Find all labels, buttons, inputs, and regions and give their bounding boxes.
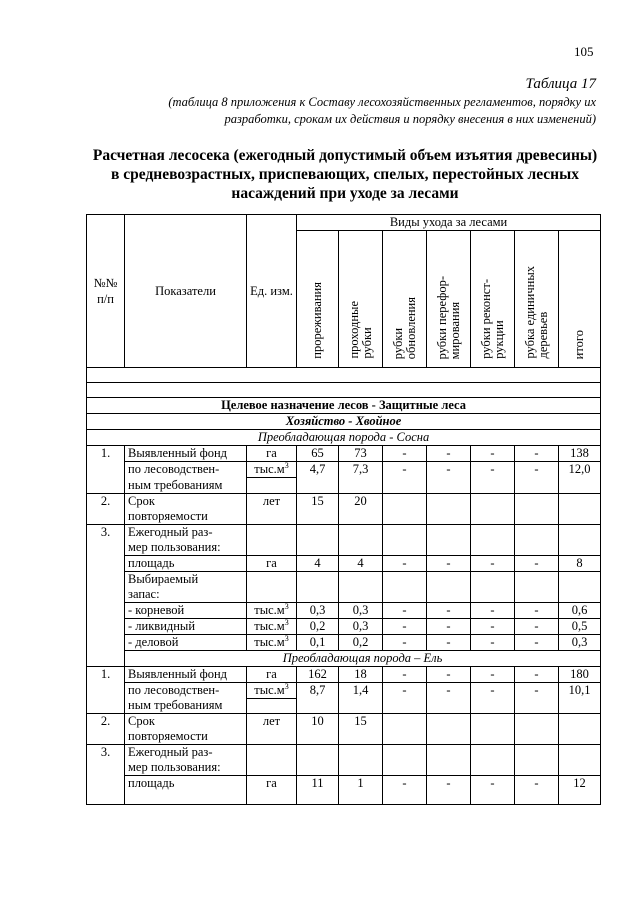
table-cell: Срок [125,714,247,730]
table-cell [427,714,471,745]
table-cell: 0,6 [559,602,601,618]
header-passage: проходные рубки [339,231,383,368]
header-renewal: рубки обновления [383,231,427,368]
table-cell: - [515,555,559,571]
section-row [87,398,601,414]
table-cell: 180 [559,666,601,682]
table-row [87,666,601,682]
table-cell: площадь [125,776,247,805]
table-cell: - [515,776,559,805]
table-cell: 11 [297,776,339,805]
table-cell: повторяемости [125,729,247,745]
table-cell: - [515,446,559,462]
table-cell: - [515,618,559,634]
table-cell [247,698,297,714]
table-cell: - [471,446,515,462]
table-cell [515,478,559,494]
table-cell [427,571,471,602]
table-cell: - [471,634,515,650]
table-row [87,745,601,761]
table-cell: - [515,634,559,650]
page-number: 105 [574,44,594,59]
table-label: Таблица 17 [525,76,596,92]
table-cell [339,478,383,494]
table-cell [559,571,601,602]
header-single-trees: рубка единичных деревьев [515,231,559,368]
header-total: итого [559,231,601,368]
table-cell: 3. [87,524,125,666]
table-cell: 18 [339,666,383,682]
table-cell [247,524,297,555]
document-title: Расчетная лесосека (ежегодный допустимый объем изъятия древесины) в средневозрастных, приспевающих, спелых, перестойных лесных насаждений при уходе за лесами [92,147,598,202]
table-cell: 2. [87,714,125,745]
table-cell [427,745,471,776]
table-cell [515,745,559,776]
table-cell [515,493,559,524]
table-cell: га [247,776,297,805]
table-cell [427,493,471,524]
table-row [87,462,601,478]
table-cell: - [471,682,515,698]
table-cell: - [427,682,471,698]
table-cell: 0,3 [297,602,339,618]
table-cell [471,478,515,494]
table-cell: - [383,666,427,682]
table-cell: 73 [339,446,383,462]
table-cell: 8 [559,555,601,571]
table-cell: Ежегодный раз- [125,745,247,761]
table-cell: 3. [87,745,125,805]
table-cell: 10,1 [559,682,601,698]
table-cell [559,524,601,555]
table-row [87,776,601,805]
table-cell [471,571,515,602]
table-cell: 0,3 [559,634,601,650]
table-cell: 1. [87,446,125,494]
table-cell: - ликвидный [125,618,247,634]
table-cell: - [427,634,471,650]
table-cell: 0,3 [339,602,383,618]
table-cell: 162 [297,666,339,682]
table-cell: мер пользования: [125,760,247,776]
header-thinning: прореживания [297,231,339,368]
table-cell [427,478,471,494]
table-row [87,446,601,462]
table-cell: - [515,666,559,682]
table-cell: ным требованиям [125,698,247,714]
table-cell: - [427,618,471,634]
table-cell [471,524,515,555]
table-cell: - [427,462,471,478]
header-row [87,215,601,231]
table-cell [559,714,601,745]
table-cell: - деловой [125,634,247,650]
table-cell: 15 [297,493,339,524]
table-cell: 4 [339,555,383,571]
table-cell: - [515,682,559,698]
table-cell: га [247,555,297,571]
table-cell [427,524,471,555]
table-cell [559,478,601,494]
table-cell [339,571,383,602]
table-cell: - [471,776,515,805]
table-cell: $тыс.м^3$ [247,618,297,634]
table-cell: $тыс.м^3$ [247,682,297,698]
table-cell: 0,5 [559,618,601,634]
table-cell: Выбираемый [125,571,247,587]
table-cell: - [383,555,427,571]
table-row [87,698,601,714]
table-cell [559,493,601,524]
table-cell: ным требованиям [125,478,247,494]
table-cell [383,714,427,745]
table-cell [383,698,427,714]
header-reformation: рубки перефор- мирования [427,231,471,368]
table-cell: Преобладающая порода - Сосна [87,430,601,446]
table-cell [515,714,559,745]
header-reconstruction: рубки реконст- рукции [471,231,515,368]
table-cell: Хозяйство - Хвойное [87,414,601,430]
table-cell: 1,4 [339,682,383,698]
table-cell [247,478,297,494]
table-cell: 15 [339,714,383,745]
table-cell [339,524,383,555]
table-cell: Ежегодный раз- [125,524,247,540]
table-cell: 1 [339,776,383,805]
table-note: (таблица 8 приложения к Составу лесохозяйственных регламентов, порядку их разработки, срокам их действия и порядку внесения в них изменений) [168,95,596,126]
table-cell [383,524,427,555]
table-cell [297,524,339,555]
empty-row [87,368,601,383]
table-cell: мер пользования: [125,540,247,556]
table-cell: Срок [125,493,247,509]
table-cell: площадь [125,555,247,571]
table-cell: 0,3 [339,618,383,634]
table-cell: 10 [297,714,339,745]
table-cell [515,571,559,602]
table-cell: - [471,666,515,682]
table-cell [383,478,427,494]
table-row [87,634,601,650]
table-row [87,493,601,509]
table-cell: 12 [559,776,601,805]
table-cell [559,745,601,776]
table-cell [471,714,515,745]
table-cell [383,493,427,524]
table-row [87,571,601,587]
table-cell: - [427,602,471,618]
table-cell: - [383,602,427,618]
table-cell [383,571,427,602]
empty-row [87,383,601,398]
table-cell: $тыс.м^3$ [247,634,297,650]
table-cell: $тыс.м^3$ [247,462,297,478]
table-cell [339,698,383,714]
table-cell: га [247,666,297,682]
table-row [87,714,601,730]
table-cell [297,571,339,602]
header-unit: Ед. изм. [247,215,297,368]
table-cell [297,698,339,714]
table-cell: 0,1 [297,634,339,650]
table-cell: $тыс.м^3$ [247,602,297,618]
table-cell [515,524,559,555]
table-cell [471,698,515,714]
table-cell: - [471,618,515,634]
table-cell: 4 [297,555,339,571]
table-cell [559,698,601,714]
table-cell [247,571,297,602]
table-cell: по лесоводствен- [125,682,247,698]
table-cell: 0,2 [339,634,383,650]
table-cell [297,745,339,776]
table-cell [383,745,427,776]
table-cell: - [515,462,559,478]
table-cell [515,698,559,714]
table-cell: Целевое назначение лесов - Защитные леса [87,398,601,414]
table-cell: 0,2 [297,618,339,634]
table-cell: Выявленный фонд [125,666,247,682]
header-num: №№ п/п [87,215,125,368]
farm-row [87,414,601,430]
table-cell: повторяемости [125,509,247,525]
table-cell [297,478,339,494]
table-cell: лет [247,714,297,745]
table-cell: - [427,446,471,462]
table-row [87,478,601,494]
table-cell [247,745,297,776]
table-row [87,618,601,634]
table-row [87,524,601,540]
table-cell: - [427,555,471,571]
table-cell: - [383,618,427,634]
table-cell: - [383,462,427,478]
table-cell: - [427,776,471,805]
table-cell [471,745,515,776]
table-cell: га [247,446,297,462]
table-cell [427,698,471,714]
table-cell: - [515,602,559,618]
table-cell: - [383,682,427,698]
table-cell [87,368,601,383]
table-cell [471,493,515,524]
table-cell: 65 [297,446,339,462]
table-row [87,602,601,618]
table-cell [87,383,601,398]
table-cell: запас: [125,587,247,603]
table-cell: 138 [559,446,601,462]
table-cell: - [471,602,515,618]
table-row [87,682,601,698]
table-cell [339,745,383,776]
table-cell: 2. [87,493,125,524]
table-cell: Выявленный фонд [125,446,247,462]
table-cell: - [471,555,515,571]
table-cell: 20 [339,493,383,524]
felling-table [86,214,601,805]
table-cell: 1. [87,666,125,714]
table-cell: лет [247,493,297,524]
table-cell: 7,3 [339,462,383,478]
table-cell: - [383,446,427,462]
header-indicator: Показатели [125,215,247,368]
table-cell: - [383,634,427,650]
table-cell: 4,7 [297,462,339,478]
table-cell: Преобладающая порода – Ель [125,650,601,666]
species-row [87,650,601,666]
header-group: Виды ухода за лесами [297,215,601,231]
table-cell: 12,0 [559,462,601,478]
table-cell: - [471,462,515,478]
species-row [87,430,601,446]
table-cell: - [427,666,471,682]
table-cell: - [383,776,427,805]
table-cell: 8,7 [297,682,339,698]
table-row [87,555,601,571]
table-cell: по лесоводствен- [125,462,247,478]
table-cell: - корневой [125,602,247,618]
